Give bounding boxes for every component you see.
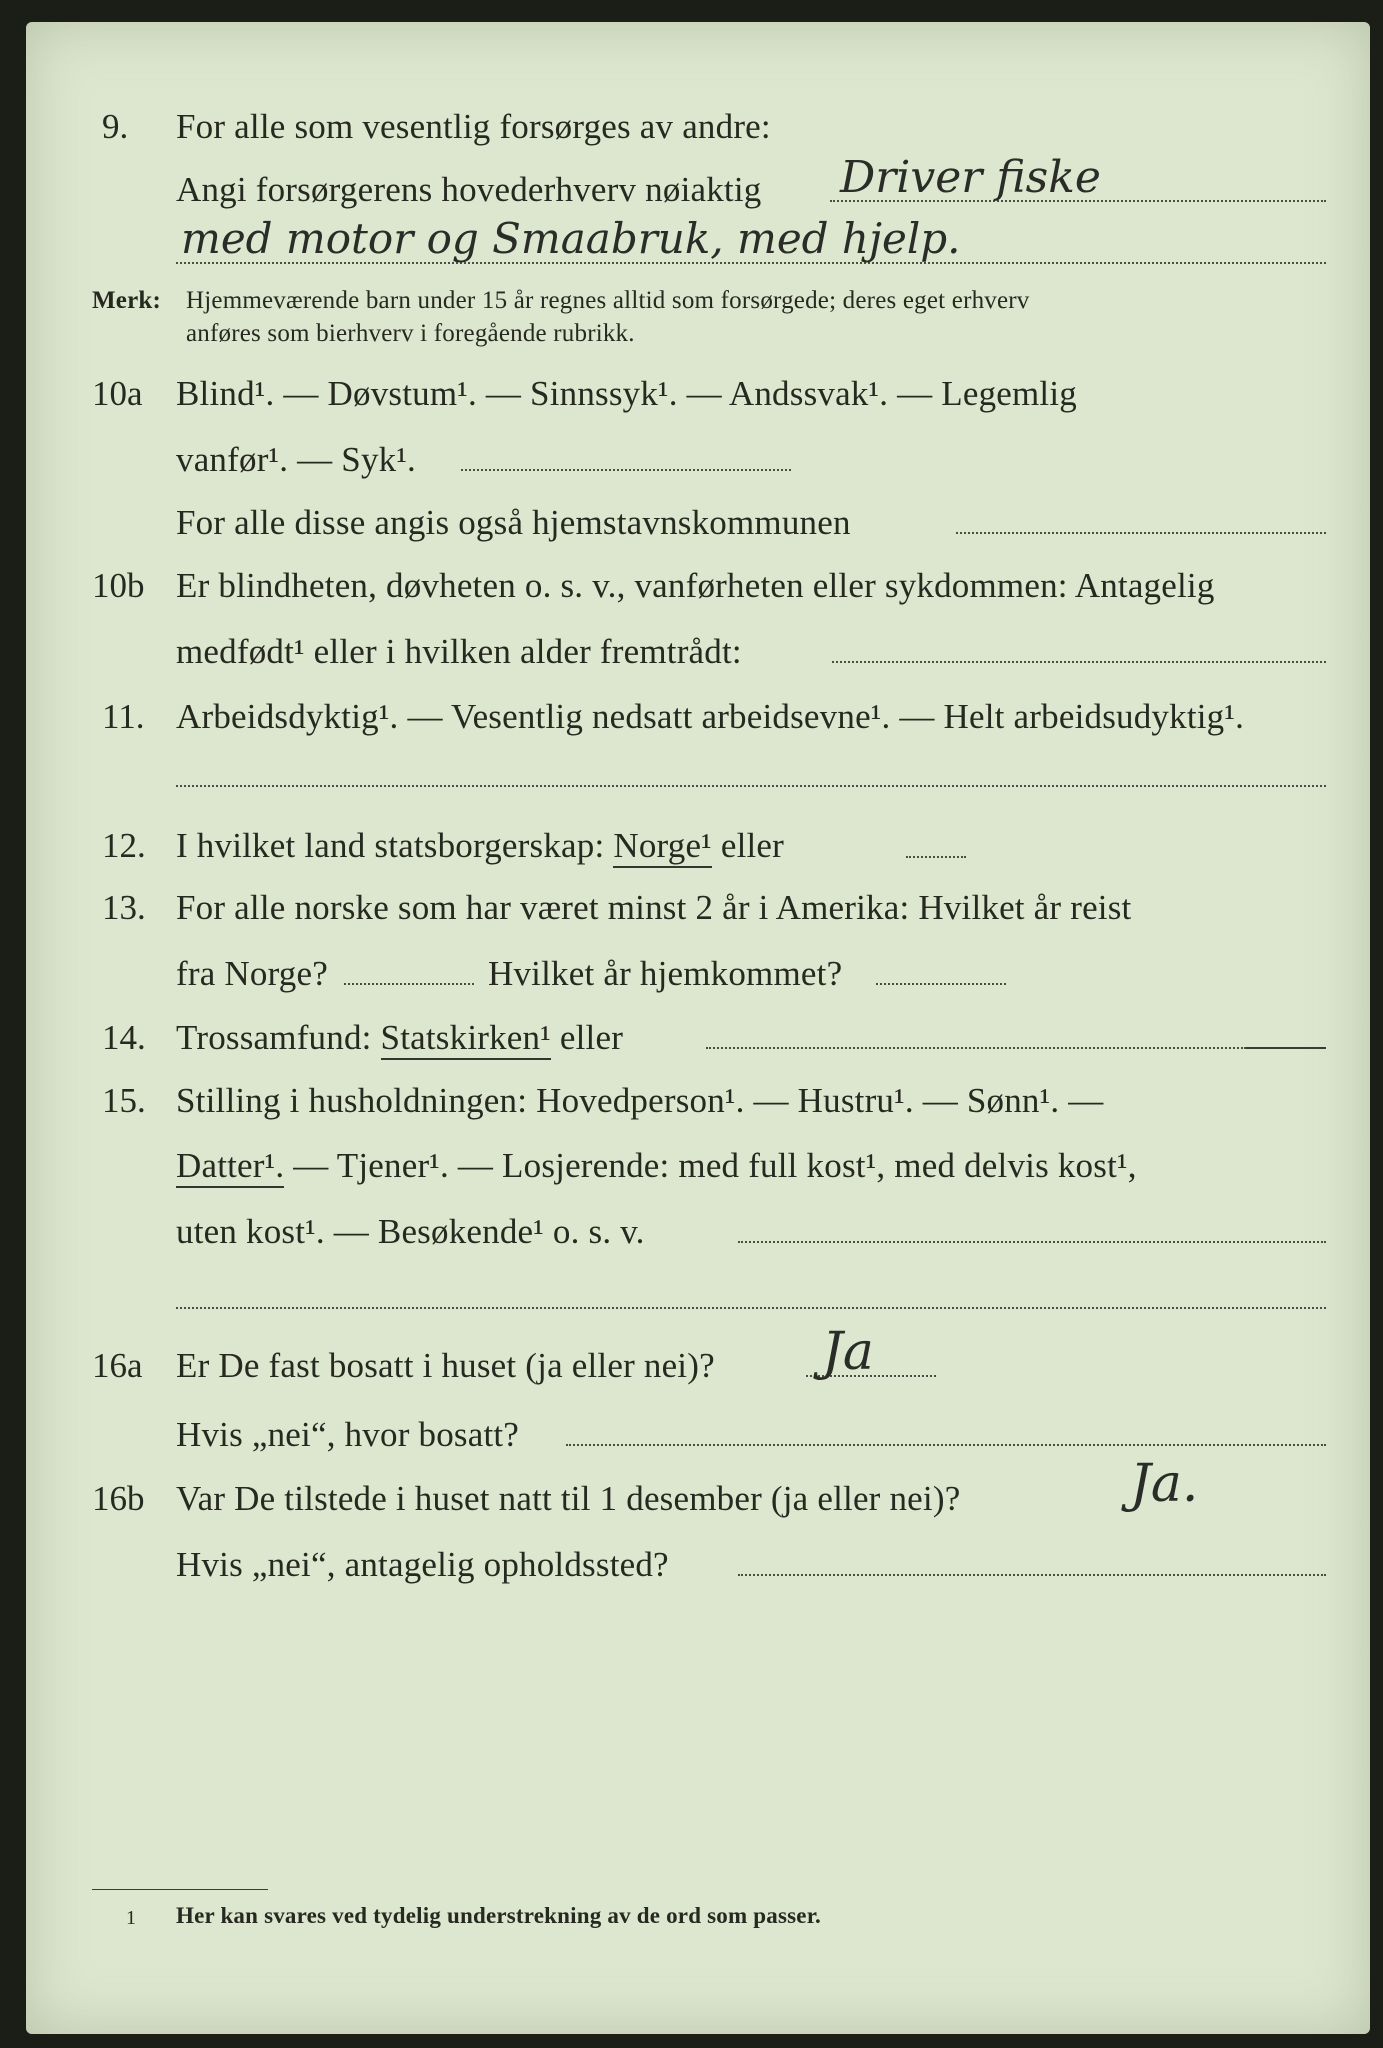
q10a-answer-line (461, 469, 791, 471)
q13-reist-line (344, 983, 474, 985)
footnote-rule (92, 1889, 268, 1890)
q10b-number: 10b (92, 566, 145, 605)
q16b-opholdssted-line (738, 1574, 1326, 1576)
q16a-bosatt-line (566, 1444, 1326, 1446)
q9-number: 9. (102, 107, 129, 146)
q14-line (176, 1018, 623, 1058)
q10a-number: 10a (92, 374, 143, 413)
merk-line1: Hjemmeværende barn under 15 år regnes alltid som forsørgede; deres eget erhverv (186, 287, 1030, 314)
q10a-line1: Blind¹. — Døvstum¹. — Sinnssyk¹. — Andssvak¹. — Legemlig (176, 374, 1077, 413)
q15-line2-rest: — Tjener¹. — Losjerende: med full kost¹, med delvis kost¹, (293, 1146, 1137, 1185)
q13-line2a: fra Norge? (176, 954, 328, 993)
q16a-line1: Er De fast bosatt i huset (ja eller nei)? (176, 1346, 715, 1385)
q10a-line3: For alle disse angis også hjemstavnskommunen (176, 503, 851, 542)
q15-line1: Stilling i husholdningen: Hovedperson¹. — Hustru¹. — Sønn¹. — (176, 1081, 1104, 1120)
q15-line2 (176, 1146, 1137, 1186)
q15-option-datter: Datter¹. (176, 1146, 284, 1188)
q12-suffix: eller (720, 826, 785, 865)
q15-answer-line (738, 1241, 1326, 1243)
q12-answer-line (906, 856, 966, 858)
q10b-answer-line (832, 661, 1326, 663)
q14-option-statskirken: Statskirken¹ (381, 1018, 551, 1060)
q12-prefix: I hvilket land statsborgerskap: (176, 826, 605, 865)
q16b-number: 16b (92, 1479, 145, 1518)
q14-answer-line (706, 1047, 1246, 1049)
q10a-kommune-line (956, 532, 1326, 534)
q16a-handwritten-answer: Ja (822, 1322, 874, 1382)
q14-prefix: Trossamfund: (176, 1018, 372, 1057)
q16b-line1: Var De tilstede i huset natt til 1 desember (ja eller nei)? (176, 1479, 961, 1518)
footnote-mark: 1 (126, 1907, 137, 1929)
q13-line1: For alle norske som har været minst 2 år i Amerika: Hvilket år reist (176, 888, 1132, 927)
q12-number: 12. (102, 826, 146, 865)
q13-hjemkommet-line (876, 983, 1006, 985)
q16a-number: 16a (92, 1346, 143, 1385)
q11-line1: Arbeidsdyktig¹. — Vesentlig nedsatt arbeidsevne¹. — Helt arbeidsudyktig¹. (176, 697, 1245, 736)
q15-number: 15. (102, 1081, 146, 1120)
q12-line (176, 826, 784, 866)
q13-line2b: Hvilket år hjemkommet? (488, 954, 843, 993)
q14-answer-line-end (1246, 1047, 1326, 1049)
q9-line1: For alle som vesentlig forsørges av andre: (176, 107, 771, 146)
q16b-handwritten-answer: Ja. (1130, 1454, 1199, 1514)
q12-option-norge: Norge¹ (613, 826, 712, 868)
q15-answer-line2 (176, 1307, 1326, 1309)
merk-label: Merk: (92, 287, 162, 314)
q16a-line2: Hvis „nei“, hvor bosatt? (176, 1415, 520, 1454)
q14-suffix: eller (559, 1018, 624, 1057)
q9-handwritten-answer-1: Driver fiske (840, 152, 1101, 203)
q15-line3: uten kost¹. — Besøkende¹ o. s. v. (176, 1212, 645, 1251)
q9-handwritten-answer-2: med motor og Smaabruk, med hjelp. (181, 214, 961, 263)
q13-number: 13. (102, 888, 146, 927)
q10b-line1: Er blindheten, døvheten o. s. v., vanførheten eller sykdommen: Antagelig (176, 566, 1215, 605)
q9-line2: Angi forsørgerens hovederhverv nøiaktig (176, 170, 762, 209)
q10a-line2: vanfør¹. — Syk¹. (176, 440, 416, 479)
merk-line2: anføres som bierhverv i foregående rubrikk. (186, 320, 635, 347)
census-form-page (26, 22, 1370, 2034)
q14-number: 14. (102, 1018, 146, 1057)
q10b-line2: medfødt¹ eller i hvilken alder fremtrådt: (176, 632, 742, 671)
q16b-line2: Hvis „nei“, antagelig opholdssted? (176, 1545, 669, 1584)
footnote-text: Her kan svares ved tydelig understrekning av de ord som passer. (176, 1903, 821, 1928)
q11-number: 11. (102, 697, 145, 736)
q11-answer-line (176, 785, 1326, 787)
